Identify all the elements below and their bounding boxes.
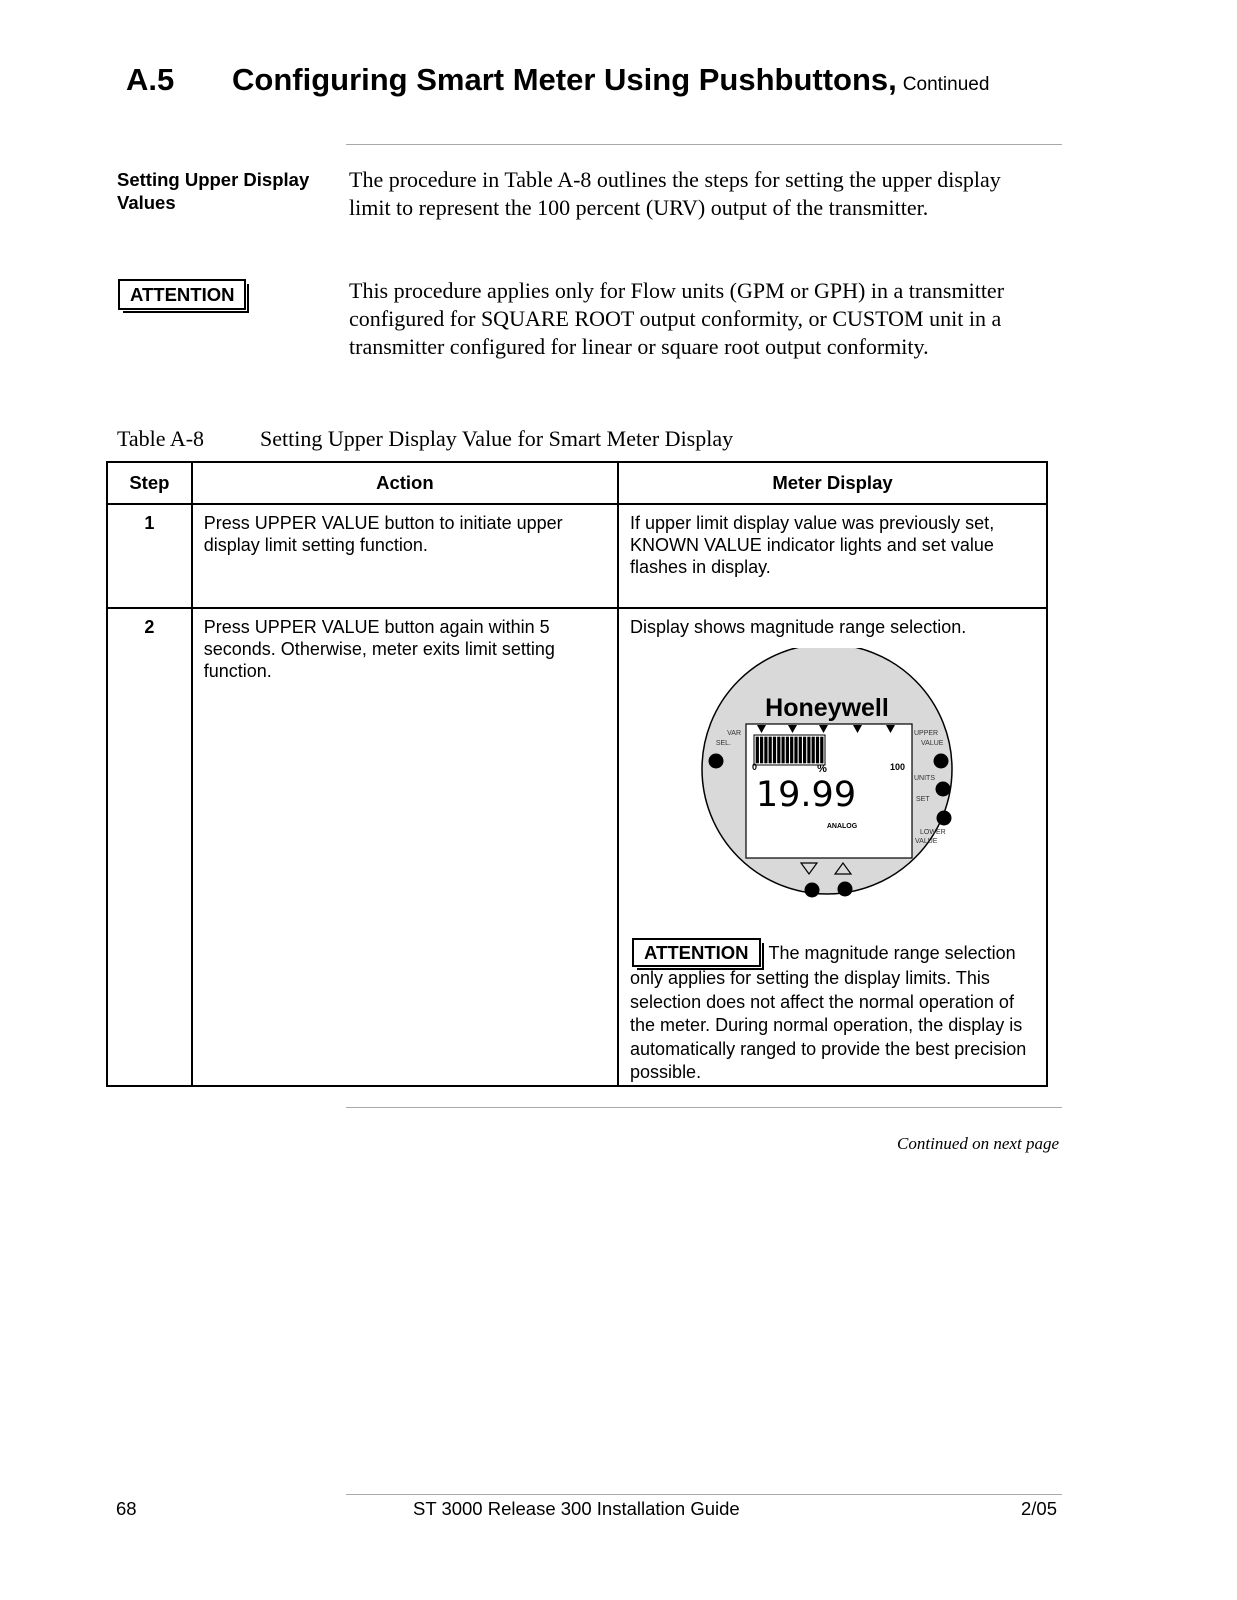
step-action: Press UPPER VALUE button again within 5 seconds. Otherwise, meter exits limit setting function. — [192, 608, 618, 1086]
step-action: Press UPPER VALUE button to initiate upper display limit setting function. — [192, 504, 618, 608]
section-title: Configuring Smart Meter Using Pushbuttons, — [232, 62, 897, 97]
top-divider — [346, 144, 1062, 145]
upper-value-button[interactable] — [934, 754, 949, 769]
scale-min: 0 — [752, 762, 758, 772]
section-number: A.5 — [126, 62, 175, 97]
bargraph-segment — [808, 737, 811, 763]
mode-label: ANALOG — [826, 823, 858, 830]
step-display-cell — [618, 608, 1047, 1086]
attention-paragraph: This procedure applies only for Flow units (GPM or GPH) in a transmitter configured for SQUARE ROOT output conformity, or CUSTOM unit in a transmitter configured for linear or square root output conformity. — [349, 278, 1005, 359]
sel-label: SEL. — [715, 740, 732, 747]
bargraph-segment — [773, 737, 776, 763]
bargraph-segment — [756, 737, 759, 763]
table-header-row — [107, 462, 1047, 504]
scale-unit: % — [817, 763, 827, 775]
footer-divider — [346, 1494, 1062, 1495]
side-label: Setting Upper Display Values — [117, 169, 310, 213]
decrement-button[interactable] — [805, 883, 820, 898]
lower-value-label: VALUE — [915, 838, 938, 845]
header-action: Action — [192, 462, 618, 504]
bargraph-segment — [795, 737, 798, 763]
continued-note: Continued on next page — [897, 1134, 1059, 1153]
table-caption-id: Table A-8 — [117, 426, 205, 451]
units-label: UNITS — [914, 775, 936, 782]
bargraph-segment — [769, 737, 772, 763]
bargraph-segment — [786, 737, 789, 763]
page-number: 68 — [116, 1498, 137, 1519]
bargraph-segment — [760, 737, 763, 763]
table-caption — [117, 426, 733, 452]
table-row — [107, 504, 1047, 608]
header-step: Step — [107, 462, 192, 504]
guide-title: ST 3000 Release 300 Installation Guide — [413, 1498, 740, 1519]
scale-max: 100 — [890, 762, 906, 772]
bargraph-segment — [778, 737, 781, 763]
table-caption-title: Setting Upper Display Value for Smart Meter Display — [260, 426, 734, 451]
smart-meter-illustration — [627, 648, 1027, 902]
continued-label: Continued — [902, 74, 990, 95]
bargraph-segment — [816, 737, 819, 763]
bargraph-segment — [790, 737, 793, 763]
attention-box: ATTENTION — [632, 938, 760, 967]
step-display: If upper limit display value was previously set, KNOWN VALUE indicator lights and set value flashes in display. — [618, 504, 1047, 608]
procedure-table — [106, 461, 1048, 1087]
meter-brand: Honeywell — [765, 694, 889, 722]
publication-date: 2/05 — [1021, 1498, 1058, 1519]
lower-value-button[interactable] — [937, 811, 952, 826]
lower-label: LOWER — [920, 829, 946, 836]
attention-note-text: The magnitude range selection only applies for setting the display limits. This selection does not affect the normal operation of the meter. During normal operation, the display is automatically ranged to provide the best precision possible. — [630, 943, 1027, 1082]
bargraph-segment — [803, 737, 806, 763]
bargraph-segment — [821, 737, 824, 763]
step-number: 2 — [107, 608, 192, 1086]
bargraph-segment — [782, 737, 785, 763]
meter-reading: 19.99 — [755, 775, 857, 815]
bargraph-segment — [799, 737, 802, 763]
var-label: VAR — [727, 730, 742, 737]
var-sel-button[interactable] — [709, 754, 724, 769]
step-display: Display shows magnitude range selection. — [630, 617, 967, 637]
bargraph-segment — [765, 737, 768, 763]
units-set-button[interactable] — [936, 782, 951, 797]
section-heading — [126, 62, 989, 98]
set-label: SET — [916, 796, 930, 803]
attention-box: ATTENTION — [118, 279, 246, 310]
attention-note — [630, 938, 1036, 1085]
increment-button[interactable] — [838, 882, 853, 897]
intro-paragraph: The procedure in Table A-8 outlines the steps for setting the upper display limit to represent the 100 percent (URV) output of the transmitter. — [349, 167, 1001, 220]
bargraph-segment — [812, 737, 815, 763]
bottom-divider — [346, 1107, 1062, 1108]
step-number: 1 — [107, 504, 192, 608]
upper-label: UPPER — [914, 730, 939, 737]
table-row — [107, 608, 1047, 1086]
header-meter-display: Meter Display — [618, 462, 1047, 504]
upper-value-label: VALUE — [921, 740, 944, 747]
